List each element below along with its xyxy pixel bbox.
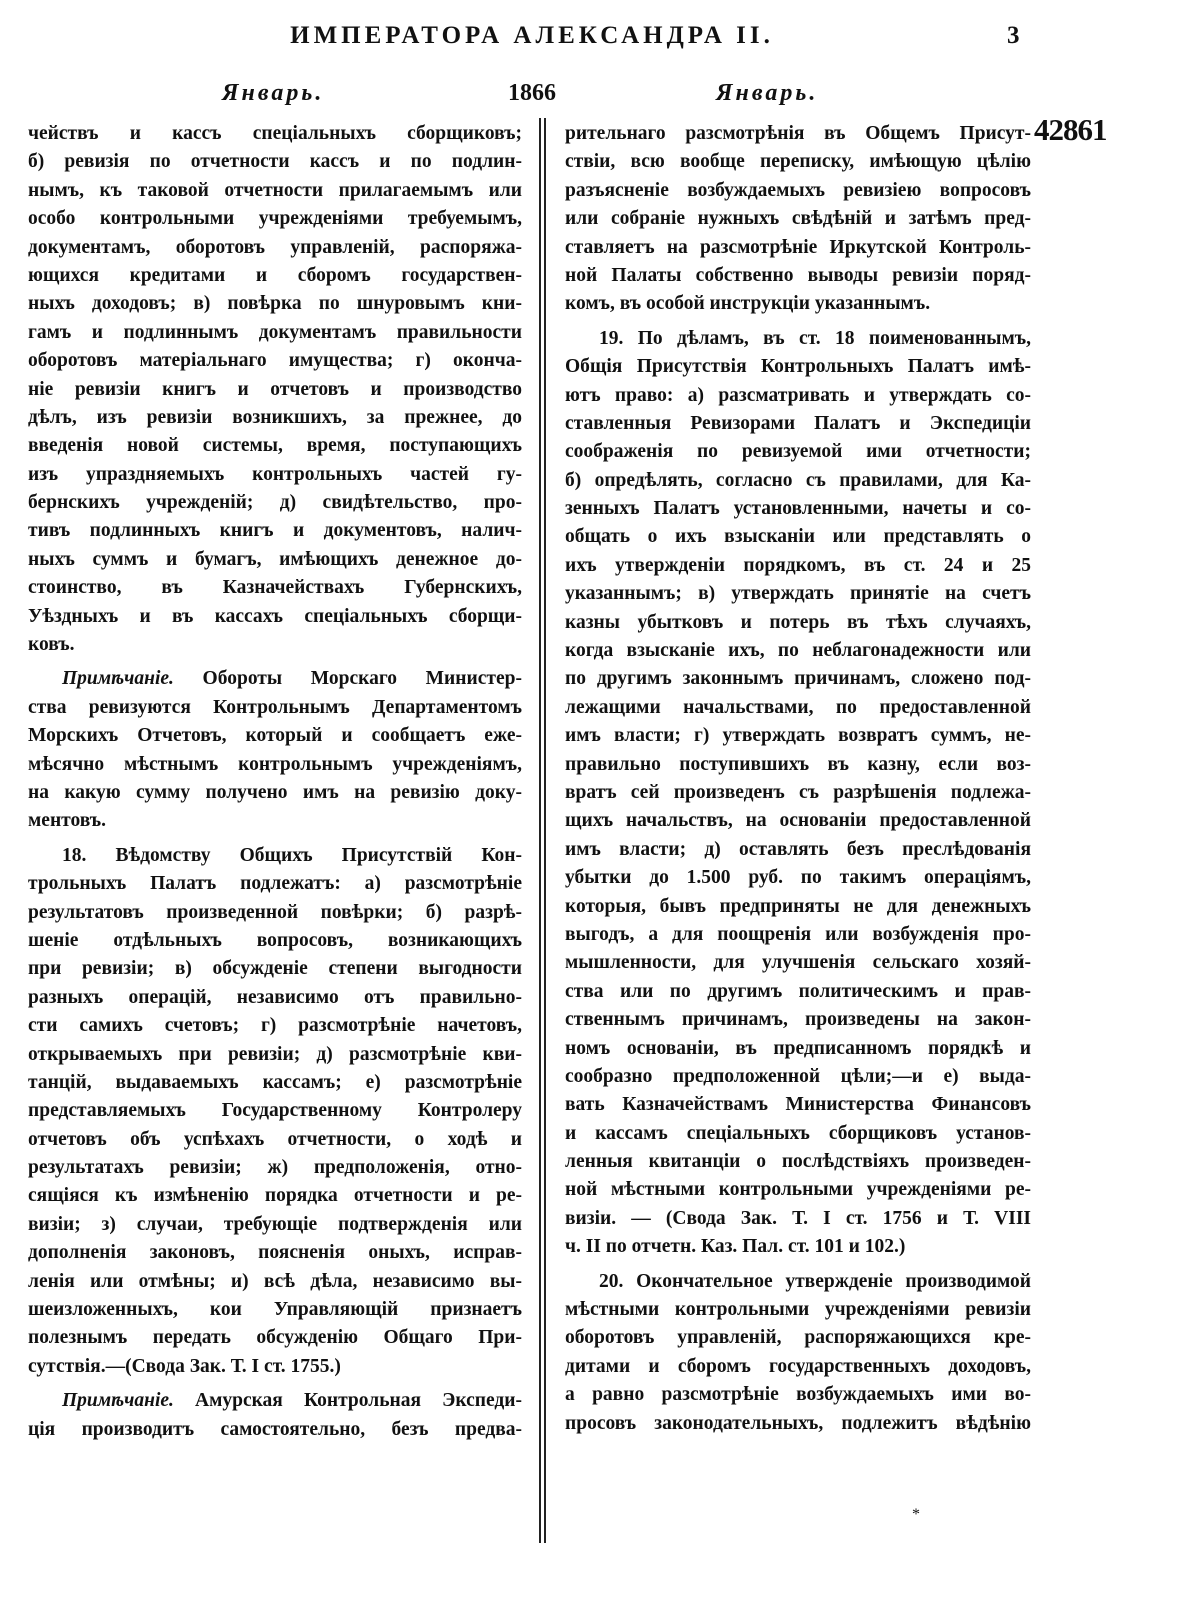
text-line: общать о ихъ взысканіи или представлять о	[565, 526, 1031, 548]
text-line: сящіяся къ измѣненію порядка отчетности и ре-	[28, 1185, 522, 1207]
text-line: при ревизіи; в) обсужденіе степени выгодности	[28, 958, 522, 980]
text-line: сутствія.—(Свода Зак. Т. I ст. 1755.)	[28, 1355, 341, 1377]
text-line: мышленности, для улучшенія сельскаго хозяй-	[565, 952, 1031, 974]
text-line: правильно поступившихъ въ казну, если воз-	[565, 753, 1031, 775]
text-line: нымъ, къ таковой отчетности прилагаемымъ или	[28, 179, 522, 201]
text-line: отчетовъ объ успѣхахъ отчетности, о ходѣ и	[28, 1128, 522, 1150]
text-line: визіи; з) случаи, требующіе подтвержденія или	[28, 1213, 522, 1235]
running-title	[0, 22, 1200, 50]
text-line: разныхъ операцій, независимо отъ правильно-	[28, 986, 522, 1008]
text-line: и кассамъ спеціальныхъ сборщиковъ установ-	[565, 1122, 1031, 1144]
text-line: ч. II по отчетн. Каз. Пал. ст. 101 и 102.)	[565, 1236, 906, 1258]
text-line: сообразно предположенной цѣли;—и е) выда-	[565, 1065, 1031, 1087]
text-line: номъ основаніи, въ предписанномъ порядкѣ и	[565, 1037, 1031, 1059]
text-line: полезнымъ передать обсужденію Общаго При-	[28, 1327, 522, 1349]
text-line: ныхъ доходовъ; в) повѣрка по шнуровымъ кни-	[28, 293, 522, 315]
text-line: ной Палаты собственно выводы ревизіи поряд-	[565, 264, 1031, 286]
text-line: представляемыхъ Государственному Контролеру	[28, 1100, 522, 1122]
text-line: щихъ начальствъ, на основаніи предоставленной	[565, 810, 1031, 832]
text-line: ковъ.	[28, 634, 75, 656]
right-column	[565, 120, 1031, 1444]
text-line: разъясненіе возбуждаемыхъ ревизіею вопросовъ	[565, 179, 1031, 201]
text-line: по другимъ законнымъ причинамъ, сложено под-	[565, 668, 1031, 690]
text-line: ютъ право: а) разсматривать и утверждать со-	[565, 384, 1031, 406]
text-line: ленія или отмѣны; и) всѣ дѣла, независимо вы-	[28, 1270, 522, 1292]
text-line: трольныхъ Палатъ подлежатъ: а) разсмотрѣніе	[28, 873, 522, 895]
year: 1866	[508, 80, 556, 106]
text-line: ныхъ суммъ и бумагъ, имѣющихъ денежное до-	[28, 548, 522, 570]
text-line: ственнымъ причинамъ, произведены на закон-	[565, 1009, 1031, 1031]
paragraph	[28, 120, 522, 659]
margin-law-number: 42861	[1034, 112, 1107, 147]
text-line: выгодъ, а для поощренія или возбужденія про-	[565, 923, 1031, 945]
text-line: ной мѣстными контрольными учрежденіями ре-	[565, 1179, 1031, 1201]
text-line: 18. Вѣдомству Общихъ Присутствій Кон-	[62, 844, 522, 866]
text-line: шеніе отдѣльныхъ вопросовъ, возникающихъ	[28, 929, 522, 951]
text-line: 19. По дѣламъ, въ ст. 18 поименованнымъ,	[599, 327, 1031, 349]
text-line: сти самихъ счетовъ; г) разсмотрѣніе начетовъ,	[28, 1015, 522, 1037]
text-line: Общія Присутствія Контрольныхъ Палатъ имѣ-	[565, 356, 1031, 378]
text-line: а равно разсмотрѣніе возбуждаемыхъ ими во-	[565, 1384, 1031, 1406]
left-column	[28, 120, 522, 1450]
text-line: просовъ законодательныхъ, подлежитъ вѣдѣнію	[565, 1412, 1031, 1434]
paragraph	[28, 842, 522, 1381]
text-line: соображенія по ревизуемой ими отчетности;	[565, 441, 1031, 463]
text-line-rest: Амурская Контрольная Экспеди-	[173, 1390, 522, 1412]
text-line: ставленныя Ревизорами Палатъ и Экспедиціи	[565, 412, 1031, 434]
paragraph	[565, 1268, 1031, 1438]
text-line-rest: Обороты Морскаго Министер-	[173, 668, 522, 690]
text-line: убытки до 1.500 руб. по такимъ операціямъ,	[565, 867, 1031, 889]
text-line: ленныя квитанціи о послѣдствіяхъ произведен-	[565, 1151, 1031, 1173]
text-line: танцій, выдаваемыхъ кассамъ; е) разсмотрѣніе	[28, 1071, 522, 1093]
page-number: 3	[1007, 22, 1020, 49]
footer-mark: *	[912, 1506, 920, 1523]
text-line: ставляетъ на разсмотрѣніе Иркутской Контроль-	[565, 236, 1031, 258]
text-line: казны убытковъ и потерь въ тѣхъ случаяхъ,	[565, 611, 1031, 633]
text-line: б) ревизія по отчетности кассъ и по подлин-	[28, 151, 522, 173]
text-line: рительнаго разсмотрѣнія въ Общемъ Присут-	[565, 123, 1031, 144]
text-line: дитами и сборомъ государственныхъ доходовъ,	[565, 1355, 1031, 1377]
text-line: визіи. — (Свода Зак. Т. I ст. 1756 и Т. VIII	[565, 1207, 1031, 1229]
text-line: вратъ сей произведенъ съ разрѣшенія подлежа-	[565, 781, 1031, 803]
text-line: ющихся кредитами и сборомъ государствен-	[28, 264, 522, 286]
text-line: 20. Окончательное утвержденіе производимой	[599, 1270, 1031, 1292]
month-left: Январь.	[222, 80, 325, 106]
text-line: которыя, бывъ предприняты не для денежныхъ	[565, 895, 1031, 917]
text-line: лежащими начальствами, по предоставленной	[565, 696, 1031, 718]
text-line: оборотовъ матеріальнаго имущества; г) оконча-	[28, 350, 522, 372]
text-line: зенныхъ Палатъ установленными, начеты и со-	[565, 498, 1031, 520]
text-line: изъ упраздняемыхъ контрольныхъ частей гу-	[28, 463, 522, 485]
text-line: вать Казначействамъ Министерства Финансовъ	[565, 1094, 1031, 1116]
text-line: на какую сумму получено имъ на ревизію доку-	[28, 781, 522, 803]
text-line: результатовъ произведенной повѣрки; б) разрѣ-	[28, 901, 522, 923]
text-line: стоинство, въ Казначействахъ Губернскихъ,	[28, 577, 522, 599]
text-line: комъ, въ особой инструкціи указаннымъ.	[565, 293, 931, 315]
text-line: имъ власти; г) утверждать возвратъ суммъ, не-	[565, 725, 1031, 747]
text-line: или собраніе нужныхъ свѣдѣній и затѣмъ пред-	[565, 208, 1031, 230]
text-line: ментовъ.	[28, 810, 107, 832]
paragraph	[565, 325, 1031, 1262]
paragraph	[565, 120, 1031, 319]
text-line: ихъ утвержденіи порядкомъ, въ ст. 24 и 25	[565, 554, 1031, 576]
note-label: Примѣчаніе.	[62, 668, 174, 690]
paragraph	[28, 1387, 522, 1444]
text-line: тивъ подлинныхъ книгъ и документовъ, налич-	[28, 520, 522, 542]
running-title-text: ИМПЕРАТОРА АЛЕКСАНДРА II.	[290, 22, 774, 49]
text-line: ція производитъ самостоятельно, безъ предва-	[28, 1418, 522, 1440]
text-line: шеизложенныхъ, кои Управляющій признаетъ	[28, 1299, 522, 1321]
text-line: документамъ, оборотовъ управленій, распоряжа-	[28, 236, 522, 258]
text-line: когда взысканіе ихъ, по неблагонадежности или	[565, 640, 1031, 662]
text-line: дѣлъ, изъ ревизіи возникшихъ, за прежнее, до	[28, 406, 522, 428]
text-line: введенія новой системы, время, поступающихъ	[28, 435, 522, 457]
text-line: Морскихъ Отчетовъ, который и сообщаетъ еже-	[28, 725, 522, 747]
text-line	[28, 1387, 522, 1415]
text-line: ніе ревизіи книгъ и отчетовъ и производство	[28, 378, 522, 400]
text-line: б) опредѣлять, согласно съ правилами, для Ка-	[565, 469, 1031, 491]
text-line: результатахъ ревизіи; ж) предположенія, отно-	[28, 1157, 522, 1179]
month-right: Январь.	[716, 80, 819, 106]
note-label: Примѣчаніе.	[62, 1390, 174, 1412]
text-line: ства ревизуются Контрольнымъ Департаментомъ	[28, 696, 522, 718]
text-line: мѣсячно мѣстнымъ контрольнымъ учрежденіямъ,	[28, 753, 522, 775]
text-line: бернскихъ учрежденій; д) свидѣтельство, про-	[28, 492, 522, 514]
text-line: открываемыхъ при ревизіи; д) разсмотрѣніе кви-	[28, 1043, 522, 1065]
column-divider	[544, 118, 546, 1543]
column-divider	[539, 118, 541, 1543]
text-line: ствіи, всю вообще переписку, имѣющую цѣлію	[565, 151, 1031, 173]
text-line: особо контрольными учрежденіями требуемымъ,	[28, 208, 522, 230]
text-line: ства или по другимъ политическимъ и прав-	[565, 980, 1031, 1002]
text-line: дополненія законовъ, поясненія оныхъ, исправ-	[28, 1242, 522, 1264]
text-line: Уѣздныхъ и въ кассахъ спеціальныхъ сборщи-	[28, 605, 522, 627]
text-line: оборотовъ управленій, распоряжающихся кре-	[565, 1327, 1031, 1349]
text-line: мѣстными контрольными учрежденіями ревизіи	[565, 1299, 1031, 1321]
text-line	[28, 665, 522, 693]
text-line: указаннымъ; в) утверждать принятіе на счетъ	[565, 583, 1031, 605]
text-line: имъ власти; д) оставлять безъ преслѣдованія	[565, 838, 1031, 860]
text-line: чействъ и кассъ спеціальныхъ сборщиковъ;	[28, 123, 522, 144]
paragraph	[28, 665, 522, 835]
text-line: гамъ и подлиннымъ документамъ правильности	[28, 321, 522, 343]
